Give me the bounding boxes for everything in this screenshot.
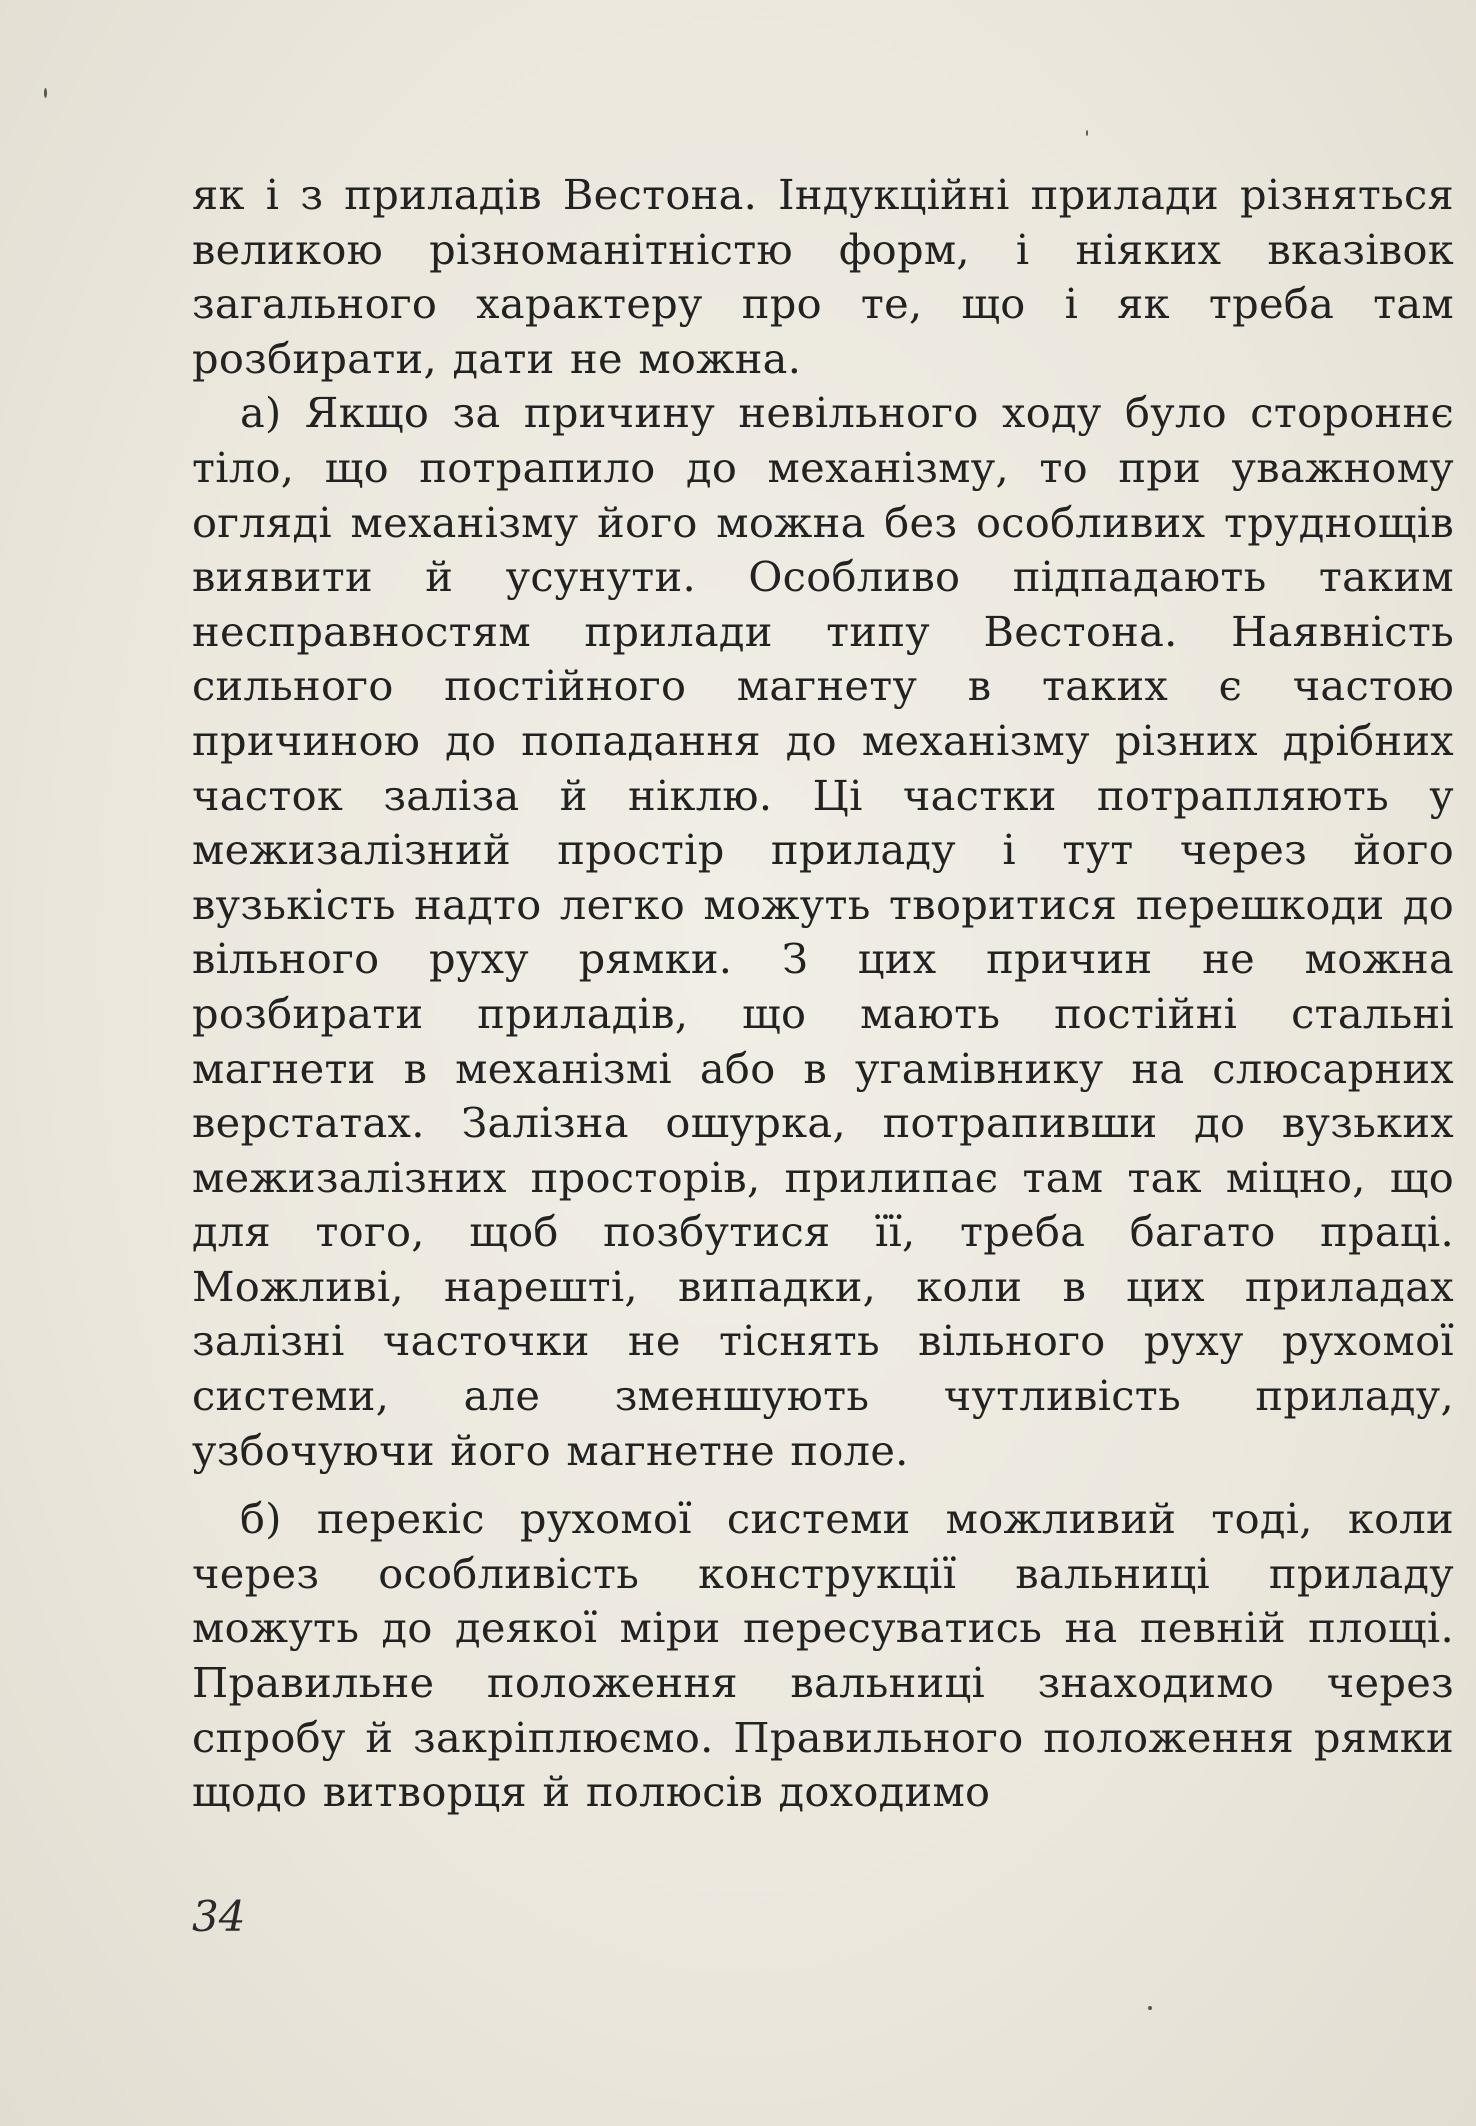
paragraph-2: а) Якщо за причину невільного ходу було стороннє тіло, що потрапило до механізму, то при уважному огляді механізму його можна без особливих труднощів виявити й усунути. Особливо підпадають таким несправностям прилади типу Вестона. Наявність сильного постійного магнету в таких є частою причиною до попадання до механізму різних дрібних часток заліза й ніклю. Ці частки потрапляють у межизалізний простір приладу і тут через його вузькість надто легко можуть творитися перешкоди до вільного руху рямки. З цих причин не можна розбирати приладів, що мають постійні стальні магнети в механізмі або в угамівнику на слюсарних верстатах. Залізна ошурка, потрапивши до вузьких межизалізних просторів, прилипає там так міцно, що для того, щоб позбутися її, треба багато праці. Можливі, нарешті, випадки, коли в цих приладах залізні часточки не тіснять вільного руху рухомої системи, але зменшують чутливість приладу, узбочуючи його магнетне поле.: [192, 388, 1454, 1475]
scan-speck: [1086, 130, 1088, 136]
scan-speck: [1148, 2006, 1152, 2010]
paragraph-1: як і з приладів Вестона. Індукційні прилади різняться великою різноманітністю форм, і ніяких вказівок загального характеру про те, що і як треба там розбирати, дати не можна.: [192, 170, 1454, 383]
scan-speck: [44, 88, 47, 98]
paragraph-3: б) перекіс рухомої системи можливий тоді, коли через особливість конструкції вальниці приладу можуть до деякої міри пересуватись на певній площі. Правильне положення вальниці знаходимо через спробу й закріплюємо. Правильного положення рямки щодо витворця й полюсів доходимо: [192, 1494, 1454, 1817]
page-number: 34: [192, 1892, 246, 1941]
body-text: [192, 168, 1454, 1820]
